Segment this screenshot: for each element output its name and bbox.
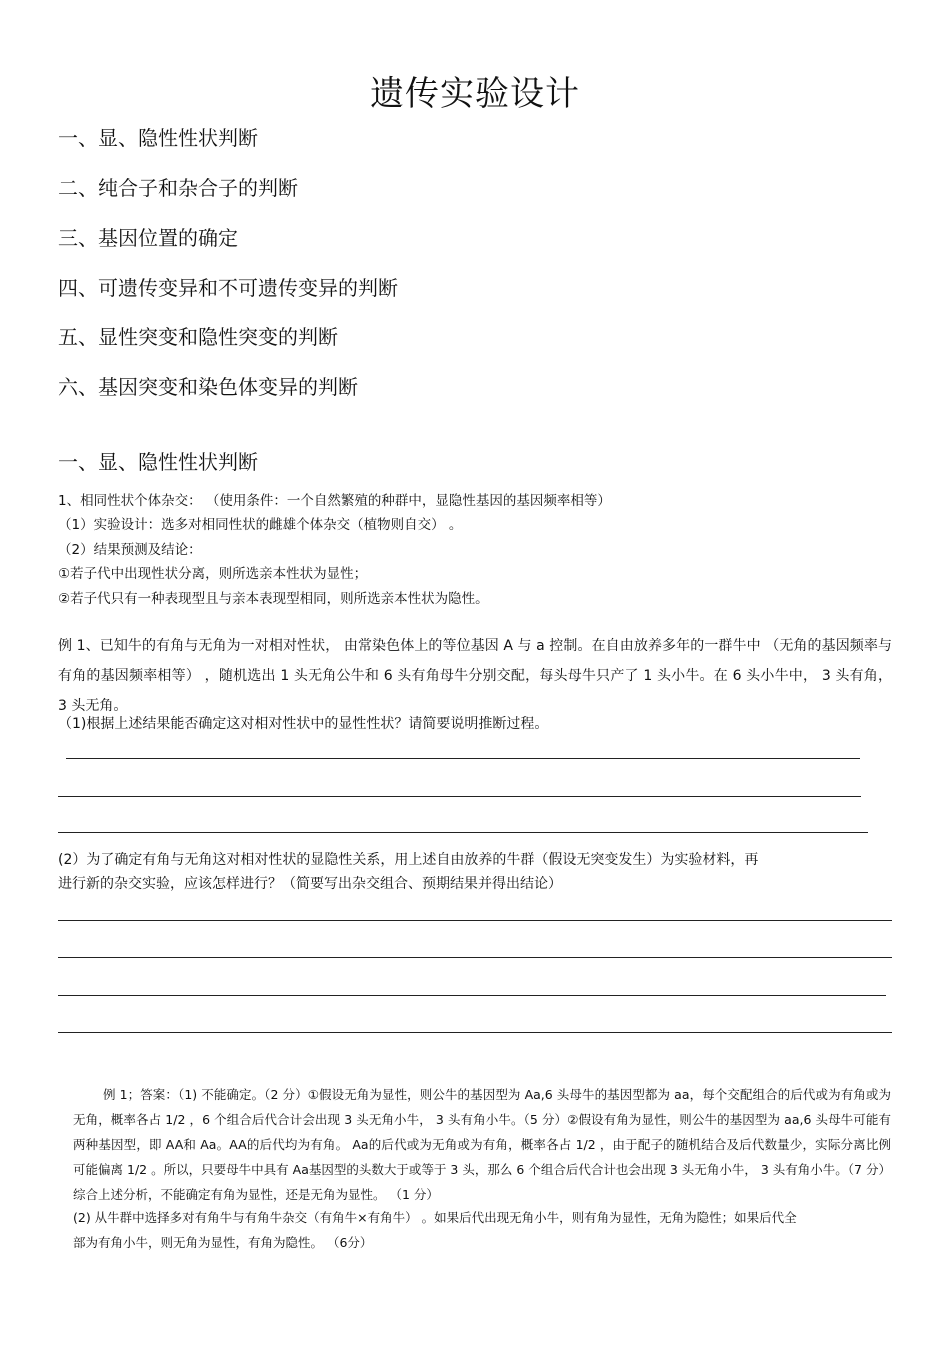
answer-part-2-line-2: 部为有角小牛，则无角为显性，有角为隐性。 （6分） [73, 1235, 373, 1250]
answer-part-2-line-1: (2) 从牛群中选择多对有角牛与有角牛杂交（有角牛×有角牛） 。如果后代出现无角小牛，则有角为显性，无角为隐性；如果后代全 [73, 1210, 797, 1225]
conclusion-1: ①若子代中出现性状分离，则所选亲本性状为显性； [58, 566, 368, 582]
answer-part-1: 例 1；答案：（1) 不能确定。（2 分）①假设无角为显性，则公牛的基因型为 Aa,6 头母牛的基因型都为 aa，每个交配组合的后代或为有角或为无角，概率各占 1/2 ，6 个组合后代合计会出现 3 头无角小牛， 3 头有角小牛。（5 分）②假设有角为显性，则公牛的基因型为 aa,6 头母牛可能有两种基因型，即 AA和 Aa。AA的后代均为有角。 Aa的后代或为无角或为有角，概率各占 1/2 ，由于配子的随机结合及后代数量少，实际分离比例可能偏离 1/2 。所以，只要母牛中具有 Aa基因型的头数大于或等于 3 头，那么 6 个组合后代合计也会出现 3 头无角小牛， 3 头有角小牛。（7 分）综合上述分析，不能确定有角为显性，还是无角为显性。 （1 分） [73, 1087, 891, 1202]
conclusion-2: ②若子代只有一种表现型且与亲本表现型相同，则所选亲本性状为隐性。 [58, 591, 489, 607]
answer-line [58, 920, 892, 921]
question-2-line-1: (2）为了确定有角与无角这对相对性状的显隐性关系，用上述自由放养的牛群（假设无突变发生）为实验材料，再 [58, 852, 759, 868]
toc-item-3: 三、基因位置的确定 [58, 226, 238, 250]
example-stem: 例 1、已知牛的有角与无角为一对相对性状， 由常染色体上的等位基因 A 与 a 控制。在自由放养多年的一群牛中 （无角的基因频率与有角的基因频率相等） ，随机选出 1 头无角公牛和 6 头有角母牛分别交配，每头母牛只产了 1 头小牛。在 6 头小牛中， 3 头有角， 3 头无角。 [58, 638, 892, 714]
page-title: 遗传实验设计 [370, 74, 580, 114]
answer-line [58, 957, 892, 958]
answer-line [58, 995, 886, 996]
answer-line [58, 1032, 892, 1033]
rule-1: 1、相同性状个体杂交： （使用条件：一个自然繁殖的种群中，显隐性基因的基因频率相等） [58, 493, 611, 509]
toc-item-4: 四、可遗传变异和不可遗传变异的判断 [58, 276, 398, 300]
experiment-design: （1）实验设计：选多对相同性状的雌雄个体杂交（植物则自交） 。 [58, 517, 463, 533]
toc-item-1: 一、显、隐性性状判断 [58, 126, 258, 150]
toc-item-5: 五、显性突变和隐性突变的判断 [58, 325, 338, 349]
answer-line [58, 832, 868, 833]
answer-line [58, 796, 861, 797]
section-heading: 一、显、隐性性状判断 [58, 450, 258, 474]
question-1: （1)根据上述结果能否确定这对相对性状中的显性性状？请简要说明推断过程。 [58, 716, 549, 732]
question-2-line-2: 进行新的杂交实验，应该怎样进行？（简要写出杂交组合、预期结果并得出结论） [58, 876, 562, 892]
prediction-heading: （2）结果预测及结论： [58, 542, 202, 558]
toc-item-2: 二、纯合子和杂合子的判断 [58, 176, 298, 200]
toc-item-6: 六、基因突变和染色体变异的判断 [58, 375, 358, 399]
answer-line [66, 758, 860, 759]
